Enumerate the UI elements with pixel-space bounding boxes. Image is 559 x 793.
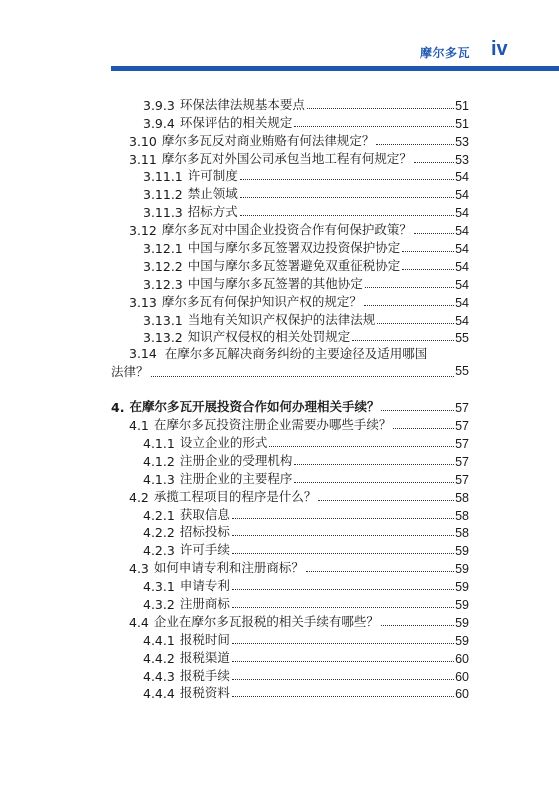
toc-entry-title: 获取信息: [179, 506, 230, 522]
toc-entry[interactable]: [111, 666, 469, 684]
toc-entry-page: 54: [455, 295, 469, 310]
toc-entry[interactable]: [111, 684, 469, 702]
toc-entry-page: 57: [455, 454, 469, 469]
leader-dots: [365, 287, 454, 288]
toc-entry-page: 60: [455, 687, 469, 702]
section-gap: [111, 381, 469, 397]
toc-entry[interactable]: [111, 540, 469, 558]
toc-entry-number: 4.1: [129, 418, 149, 434]
toc-entry-title: 环保法律法规基本要点: [179, 96, 305, 112]
toc-entry-page: 51: [455, 116, 469, 131]
toc-entry-title: 企业在摩尔多瓦报税的相关手续有哪些？: [153, 613, 379, 629]
leader-dots: [232, 696, 454, 697]
toc-entry[interactable]: [111, 131, 469, 149]
toc-entry-number: 4.3.1: [143, 579, 175, 595]
toc-entry-page: 60: [455, 669, 469, 684]
toc-entry-number: 3.13.1: [143, 312, 183, 328]
chapter-page: 57: [455, 401, 469, 416]
toc-entry-page: 59: [455, 580, 469, 595]
toc-entry-title: 摩尔多瓦对中国企业投资合作有何保护政策？: [161, 222, 412, 238]
toc-entry[interactable]: [111, 594, 469, 612]
toc-chapter-4[interactable]: [111, 397, 469, 415]
toc-entry[interactable]: [111, 487, 469, 505]
leader-dots: [232, 679, 454, 680]
toc-entry[interactable]: [111, 274, 469, 292]
toc-entry-page: 59: [455, 633, 469, 648]
toc-entry-title: 承揽工程项目的程序是什么？: [153, 488, 317, 504]
toc-entry-wrapped[interactable]: [111, 345, 469, 381]
toc-entry[interactable]: [111, 238, 469, 256]
leader-dots: [318, 500, 454, 501]
toc-entry-number: 4.2.1: [143, 507, 175, 523]
leader-dots: [240, 197, 454, 198]
toc-entry-title: 当地有关知识产权保护的法律法规: [187, 311, 376, 327]
leader-dots: [232, 661, 454, 662]
toc-entry[interactable]: [111, 433, 469, 451]
leader-dots: [376, 144, 454, 145]
toc-entry-title: 中国与摩尔多瓦签署避免双重征税协定: [187, 257, 401, 273]
toc-entry-number: 4.1.2: [143, 453, 175, 469]
leader-dots: [294, 464, 454, 465]
chapter-title: 在摩尔多瓦开展投资合作如何办理相关手续？: [129, 399, 380, 415]
leader-dots: [381, 410, 454, 411]
toc-entry[interactable]: [111, 328, 469, 346]
toc-entry-page: 57: [455, 472, 469, 487]
toc-entry-page: 54: [455, 313, 469, 328]
toc-entry[interactable]: [111, 558, 469, 576]
leader-dots: [393, 428, 454, 429]
toc-entry-title: 招标方式: [187, 204, 238, 220]
toc-entry-number: 3.11.3: [143, 205, 183, 221]
toc-entry[interactable]: [111, 648, 469, 666]
toc-entry-number: 4.3.2: [143, 596, 175, 612]
header-rule: [111, 66, 559, 71]
toc-entry-title: 中国与摩尔多瓦签署的其他协定: [187, 275, 363, 291]
toc-entry-title: 知识产权侵权的相关处罚规定: [187, 329, 351, 345]
toc-entry-page: 54: [455, 188, 469, 203]
leader-dots: [306, 571, 454, 572]
toc-entry-page: 55: [455, 364, 469, 379]
toc-entry-page: 58: [455, 490, 469, 505]
toc-entry-title: 环保评估的相关规定: [179, 114, 293, 130]
leader-dots: [402, 269, 454, 270]
toc-entry-title: 设立企业的形式: [179, 434, 268, 450]
toc-entry-number: 3.13: [129, 294, 157, 310]
toc-entry-title: 报税手续: [179, 667, 230, 683]
toc-entry[interactable]: [111, 505, 469, 523]
toc-entry-number: 3.12.2: [143, 258, 183, 274]
toc-entry-number: 3.9.4: [143, 115, 175, 131]
toc-entry-title: 中国与摩尔多瓦签署双边投资保护协定: [187, 240, 401, 256]
toc-entry[interactable]: [111, 256, 469, 274]
leader-dots: [364, 305, 454, 306]
toc-entry-number: 4.1.3: [143, 471, 175, 487]
leader-dots: [232, 589, 454, 590]
toc-entry-title: 摩尔多瓦对外国公司承包当地工程有何规定？: [161, 150, 412, 166]
toc-entry-title: 报税时间: [179, 631, 230, 647]
leader-dots: [414, 162, 454, 163]
toc-entry-number: 3.9.3: [143, 97, 175, 113]
leader-dots: [232, 553, 454, 554]
toc-entry-page: 54: [455, 206, 469, 221]
toc-entry[interactable]: [111, 113, 469, 131]
toc-entry-page: 51: [455, 98, 469, 113]
leader-dots: [294, 482, 454, 483]
toc-entry[interactable]: [111, 630, 469, 648]
toc-entry-page: 54: [455, 277, 469, 292]
leader-dots: [151, 376, 455, 377]
toc-entry[interactable]: [111, 415, 469, 433]
toc-entry[interactable]: [111, 184, 469, 202]
toc-entry-number: 3.12: [129, 223, 157, 239]
toc-entry[interactable]: [111, 292, 469, 310]
toc-entry[interactable]: [111, 612, 469, 630]
leader-dots: [414, 233, 454, 234]
chapter-number: 4.: [111, 400, 125, 416]
leader-dots: [240, 179, 454, 180]
toc-section-3: [111, 95, 469, 345]
leader-dots: [232, 607, 454, 608]
toc-entry[interactable]: [111, 469, 469, 487]
toc-entry-page: 58: [455, 508, 469, 523]
toc-entry-title: 摩尔多瓦反对商业贿赂有何法律规定？: [161, 132, 375, 148]
leader-dots: [232, 518, 454, 519]
toc-entry-number: 3.14: [129, 346, 157, 362]
toc-entry-page: 57: [455, 436, 469, 451]
toc-entry-title: 摩尔多瓦有何保护知识产权的规定？: [161, 293, 362, 309]
toc-entry-page: 59: [455, 562, 469, 577]
toc-entry-number: 4.1.1: [143, 435, 175, 451]
toc-entry-page: 54: [455, 224, 469, 239]
leader-dots: [307, 108, 454, 109]
toc-entry-number: 3.10: [129, 133, 157, 149]
toc-entry-title: 许可手续: [179, 542, 230, 558]
toc-entry-number: 3.11: [129, 151, 157, 167]
toc-entry[interactable]: [111, 95, 469, 113]
toc-entry-number: 4.4.1: [143, 632, 175, 648]
toc-entry[interactable]: [111, 167, 469, 185]
toc-entry-number: 3.11.1: [143, 169, 183, 185]
toc-entry-page: 57: [455, 419, 469, 434]
toc-entry[interactable]: [111, 523, 469, 541]
toc-entry-number: 3.13.2: [143, 330, 183, 346]
toc-entry-title: 注册企业的主要程序: [179, 470, 293, 486]
toc-entry-title: 报税资料: [179, 685, 230, 701]
toc-entry[interactable]: [111, 576, 469, 594]
toc-entry-title: 招标投标: [179, 524, 230, 540]
toc-entry-page: 54: [455, 242, 469, 257]
toc-section-4: [111, 415, 469, 701]
toc-entry-number: 3.12.1: [143, 241, 183, 257]
leader-dots: [402, 251, 454, 252]
leader-dots: [377, 323, 454, 324]
toc-entry-page: 59: [455, 597, 469, 612]
toc-entry-page: 59: [455, 615, 469, 630]
toc-entry-title-continued: 法律？: [111, 364, 149, 380]
toc-entry-number: 4.4.4: [143, 686, 175, 702]
toc-entry-title: 在摩尔多瓦投资注册企业需要办哪些手续？: [153, 417, 392, 433]
toc-entry-page: 58: [455, 526, 469, 541]
leader-dots: [232, 535, 454, 536]
table-of-contents: [111, 95, 469, 701]
header-title: 摩尔多瓦: [420, 46, 471, 60]
leader-dots: [240, 215, 454, 216]
page-numeral: iv: [491, 38, 508, 60]
leader-dots: [294, 126, 454, 127]
leader-dots: [381, 625, 454, 626]
toc-entry-page: 54: [455, 259, 469, 274]
leader-dots: [232, 643, 454, 644]
toc-entry-page: 55: [455, 331, 469, 346]
toc-entry-number: 4.4.2: [143, 650, 175, 666]
toc-entry-number: 3.12.3: [143, 276, 183, 292]
toc-entry-number: 4.4.3: [143, 668, 175, 684]
toc-entry-page: 53: [455, 134, 469, 149]
toc-entry-number: 4.2.2: [143, 525, 175, 541]
toc-entry-title: 申请专利: [179, 578, 230, 594]
toc-entry-number: 4.2: [129, 489, 149, 505]
toc-entry-title: 注册商标: [179, 595, 230, 611]
toc-entry[interactable]: [111, 202, 469, 220]
toc-entry-number: 3.11.2: [143, 187, 183, 203]
toc-entry-number: 4.2.3: [143, 543, 175, 559]
leader-dots: [269, 446, 454, 447]
toc-entry-title: 如何申请专利和注册商标？: [153, 560, 304, 576]
toc-entry-page: 53: [455, 152, 469, 167]
toc-entry-number: 4.4: [129, 614, 149, 630]
toc-entry[interactable]: [111, 149, 469, 167]
toc-entry[interactable]: [111, 220, 469, 238]
toc-entry-title: 报税渠道: [179, 649, 230, 665]
toc-entry-title: 注册企业的受理机构: [179, 452, 293, 468]
toc-entry-page: 54: [455, 170, 469, 185]
toc-entry-title: 禁止领域: [187, 186, 238, 202]
leader-dots: [352, 340, 454, 341]
toc-entry-title: 许可制度: [187, 168, 238, 184]
toc-entry-number: 4.3: [129, 561, 149, 577]
toc-entry-page: 59: [455, 544, 469, 559]
toc-entry-page: 60: [455, 651, 469, 666]
toc-entry[interactable]: [111, 310, 469, 328]
toc-entry-title: 在摩尔多瓦解决商务纠纷的主要途径及适用哪国: [164, 346, 428, 362]
toc-entry[interactable]: [111, 451, 469, 469]
